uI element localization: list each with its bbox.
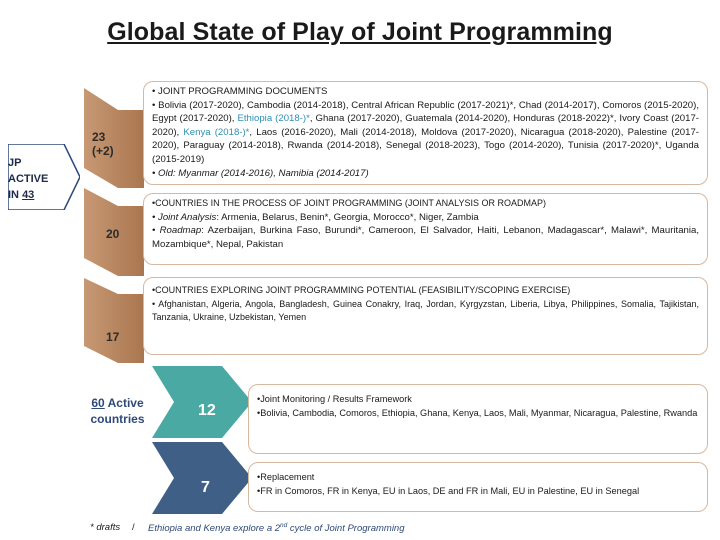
panel-exploring [143,277,708,355]
panel1-countries [152,99,699,167]
jp-active-line2: ACTIVE [8,173,49,185]
panel1-part2: , Ghana (2017-2020), Guatemala (2014-2020), Honduras (2018-2022)*, Ivory Coast (2017-2020), [152,113,699,138]
jp-active-label [8,155,72,207]
jp-active-line3 [8,187,72,203]
footer-separator: / [132,522,135,533]
panel2-rm-label: • Roadmap [152,225,202,237]
page-title: Global State of Play of Joint Programming [107,18,613,46]
active-countries-count: 60 [91,396,105,410]
footer-note-suffix: cycle of Joint Programming [287,523,405,535]
panel-joint-monitoring [248,384,708,454]
panel2-roadmap [152,224,699,251]
chevron-4-value: 12 [198,402,216,419]
panel5-heading: •Replacement [257,472,315,482]
jp-active-in: IN [8,189,19,201]
panel5-list: •FR in Comoros, FR in Kenya, EU in Laos, DE and FR in Mali, EU in Palestine, EU in Senegal [257,485,640,496]
panel2-ja-list: : Armenia, Belarus, Benin*, Georgia, Morocco*, Niger, Zambia [216,211,479,223]
panel1-old: • Old: Myanmar (2014-2016), Namibia (2014-2017) [152,167,369,179]
panel4-heading: •Joint Monitoring / Results Framework [257,394,412,404]
panel1-part3: , Laos (2016-2020), Mali (2014-2018), Moldova (2017-2020), Nicaragua (2018-2020), Palestine (2017-2020), Paraguay (2014-2018), Rwanda (2014-2018), Senegal (2018-2023), Togo (2014-2020), Tunisia (2017-2020)*, Uganda (2015-2019) [152,126,699,165]
chevron-shape-3 [84,278,144,363]
panel1-part1: • Bolivia (2017-2020), Cambodia (2014-2018), Central African Republic (2017-2021)*, Chad (2014-2017), Comoros (2015-2020), Egypt (2017-2020), [152,99,699,125]
panel2-heading: •COUNTRIES IN THE PROCESS OF JOINT PROGRAMMING (JOINT ANALYSIS OR ROADMAP) [152,198,547,208]
active-countries-text: Active countries [90,396,145,426]
panel2-joint-analysis [152,211,699,225]
chevron-2-value: 20 [106,227,120,241]
chevron-5-value: 7 [201,479,210,496]
panel2-rm-list: : Azerbaijan, Burkina Faso, Burundi*, Cameroon, El Salvador, Haiti, Lebanon, Madagascar*, Malawi*, Mauritania, Mozambique*, Nepal, Pakistan [152,225,699,250]
chevron-shape-5 [152,442,252,514]
panel1-heading: • JOINT PROGRAMMING DOCUMENTS [152,86,328,97]
chevron-1-value: 23 (+2) [92,130,114,158]
jp-active-count: 43 [22,189,35,201]
panel4-list: •Bolivia, Cambodia, Comoros, Ethiopia, Ghana, Kenya, Laos, Mali, Myanmar, Nicaragua, Palestine, Rwanda [257,407,698,418]
panel1-kenya: Kenya (2018-)* [183,126,250,138]
footer-note-prefix: Ethiopia and Kenya explore a 2 [148,523,281,535]
footer-drafts-note: * drafts [90,522,121,533]
panel1-ethiopia: Ethiopia (2018-)* [237,113,310,125]
panel-process [143,193,708,265]
footer-note-sup: nd [280,522,288,529]
panel-replacement [248,462,708,512]
panel3-list: • Afghanistan, Algeria, Angola, Bangladesh, Guinea Conakry, Iraq, Jordan, Kyrgyzstan, Liberia, Libya, Philippines, Somalia, Tajikistan, Tanzania, Ukraine, Uzbekistan, Yemen [152,298,699,323]
panel2-ja-label: • Joint Analysis [152,211,217,223]
panel-joint-programming-documents [143,81,708,185]
chevron-3-value: 17 [106,330,120,344]
jp-active-line1: JP [8,157,22,169]
panel3-heading: •COUNTRIES EXPLORING JOINT PROGRAMMING POTENTIAL (FEASIBILITY/SCOPING EXERCISE) [152,285,571,295]
footer-cycle-note [148,522,405,534]
